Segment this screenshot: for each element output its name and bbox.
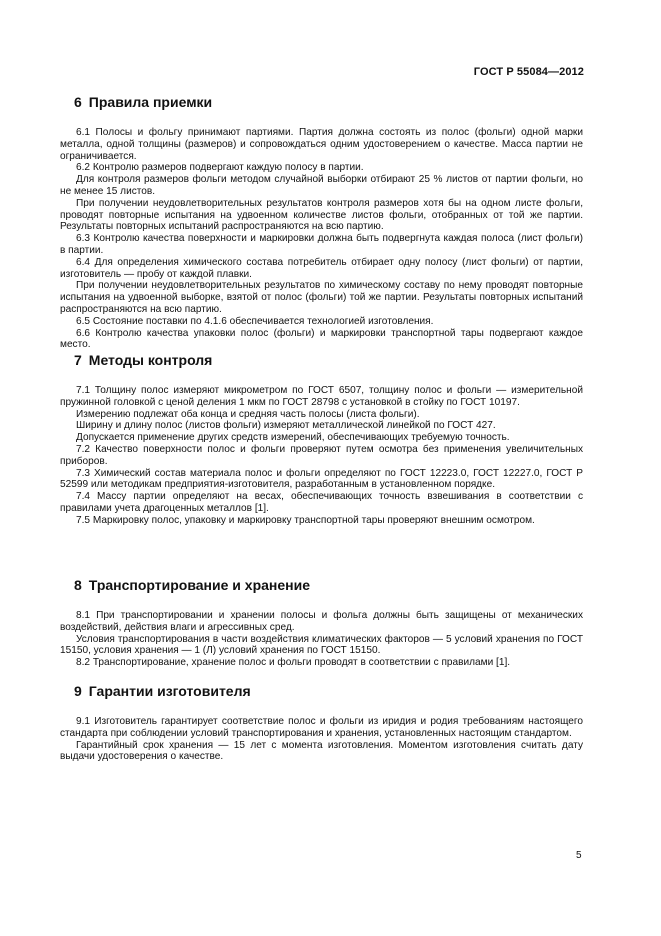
section-body	[60, 385, 583, 527]
section-9	[60, 682, 583, 763]
paragraph: 7.5 Маркировку полос, упаковку и маркировку транспортной тары проверяют внешним осмотром.	[76, 514, 535, 526]
paragraph: При получении неудовлетворительных результатов по химическому составу по нему проводят повторные испытания на удвоенной выборке, взятой от полос (фольги) той же партии. Результаты повторных испытаний распространяются на всю партию.	[60, 280, 583, 315]
paragraph: 6.2 Контролю размеров подвергают каждую полосу в партии.	[76, 162, 364, 174]
paragraph: Условия транспортирования в части воздействия климатических факторов — 5 условий хранения по ГОСТ 15150, условия хранения — 1 (Л) условий хранения по ГОСТ 15150.	[60, 633, 583, 657]
paragraph: Измерению подлежат оба конца и средняя часть полосы (листа фольги).	[76, 408, 420, 420]
paragraph: 6.1 Полосы и фольгу принимают партиями. Партия должна состоять из полос (фольги) одной марки металла, одной толщины (размеров) и сопровождаться одним удостоверением о качестве. Масса партии не ограничивается.	[60, 127, 583, 162]
section-6	[60, 93, 583, 351]
section-number: 7	[74, 352, 82, 368]
section-number: 8	[74, 577, 82, 593]
paragraph: 7.1 Толщину полос измеряют микрометром по ГОСТ 6507, толщину полос и фольги — измерительной пружинной головкой с ценой деления 1 мкм по ГОСТ 28798 с установкой в стойку по ГОСТ 10197.	[60, 385, 583, 408]
section-title-text: Правила приемки	[88, 94, 213, 110]
section-number: 6	[74, 94, 82, 110]
section-body	[60, 716, 583, 763]
paragraph: 7.2 Качество поверхности полос и фольги проверяют путем осмотра без применения увеличительных приборов.	[60, 443, 583, 467]
paragraph: 6.5 Состояние поставки по 4.1.6 обеспечивается технологией изготовления.	[76, 315, 434, 327]
section-number: 9	[74, 683, 82, 699]
paragraph: 6.6 Контролю качества упаковки полос (фольги) и маркировки транспортной тары подвергают каждое место.	[60, 327, 583, 351]
section-heading	[60, 682, 583, 700]
paragraph: Ширину и длину полос (листов фольги) измеряют металлической линейкой по ГОСТ 427.	[76, 420, 496, 432]
document-code-header: ГОСТ Р 55084—2012	[473, 66, 584, 78]
paragraph: Гарантийный срок хранения — 15 лет с момента изготовления. Моментом изготовления считать дату выдачи удостоверения о качестве.	[60, 739, 583, 763]
paragraph: 7.4 Массу партии определяют на весах, обеспечивающих точность взвешивания в соответствии с правилами учета драгоценных металлов [1].	[60, 491, 583, 514]
section-8	[60, 576, 583, 669]
paragraph: Допускается применение других средств измерений, обеспечивающих требуемую точность.	[76, 432, 510, 444]
section-body	[60, 610, 583, 669]
section-heading	[60, 351, 583, 369]
paragraph: 7.3 Химический состав материала полос и фольги определяют по ГОСТ 12223.0, ГОСТ 12227.0, ГОСТ Р 52599 или методикам предприятия-изготовителя, разработанным в установленном порядке.	[60, 467, 583, 491]
section-title-text: Методы контроля	[88, 352, 213, 368]
paragraph: 8.1 При транспортировании и хранении полосы и фольга должны быть защищены от механических воздействий, действия влаги и агрессивных сред.	[60, 610, 583, 633]
paragraph: Для контроля размеров фольги методом случайной выборки отбирают 25 % листов от партии фольги, но не менее 15 листов.	[60, 174, 583, 197]
paragraph: 8.2 Транспортирование, хранение полос и фольги проводят в соответствии с правилами [1].	[76, 657, 511, 669]
section-title-text: Транспортирование и хранение	[88, 577, 310, 593]
page-number: 5	[576, 850, 582, 861]
paragraph: 6.3 Контролю качества поверхности и маркировки должна быть подвергнута каждая полоса (лист фольги) в партии.	[60, 233, 583, 256]
section-heading	[60, 576, 583, 594]
paragraph: 6.4 Для определения химического состава потребитель отбирает одну полосу (лист фольги) от партии, изготовитель — пробу от каждой плавки.	[60, 256, 583, 280]
paragraph: При получении неудовлетворительных результатов контроля размеров хотя бы на одном листе фольги, проводят повторные испытания на удвоенном количестве листов фольги, отобранных от той же партии. Результаты повторных испытаний распространяются на всю партию.	[60, 197, 583, 233]
section-body	[60, 127, 583, 351]
section-heading	[60, 93, 583, 111]
section-title-text: Гарантии изготовителя	[88, 683, 251, 699]
paragraph: 9.1 Изготовитель гарантирует соответствие полос и фольги из иридия и родия требованиям настоящего стандарта при соблюдении условий транспортирования и хранения, установленных настоящим стандартом.	[60, 716, 583, 739]
section-7	[60, 351, 583, 527]
